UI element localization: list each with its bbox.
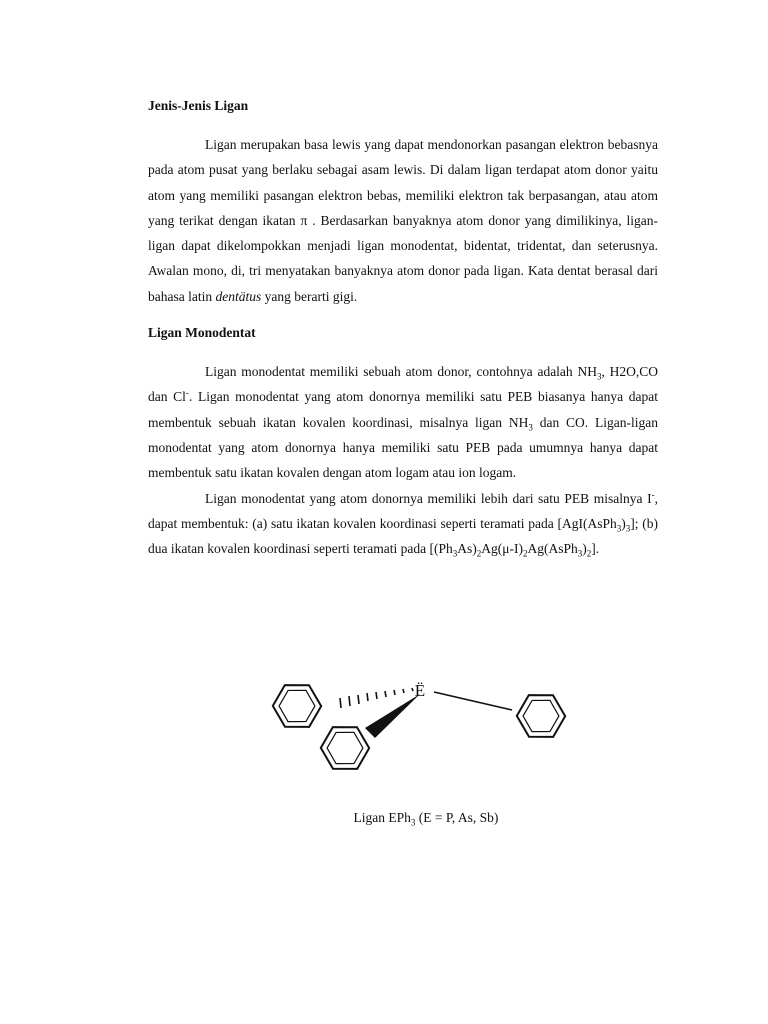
p3-s1: 3 <box>616 523 622 534</box>
p3-t2: , dapat membentuk: (a) satu ikatan kovalen koordinasi seperti teramati pada [AgI(AsPh <box>148 490 658 531</box>
para1-text-a: Ligan merupakan basa lewis yang dapat mendonorkan pasangan elektron bebasnya pada atom pusat yang berlaku sebagai asam lewis. Di dalam ligan terdapat atom donor yaitu atom yang memiliki pasangan elektron bebas, memiliki elektron tak berpasangan, atau atom yang terikat dengan ikatan π . Berdasarkan banyaknya atom donor yang dimilikinya, ligan-ligan dapat dikelompokkan menjadi ligan monodentat, bidentat, tridentat, dan seterusnya. Awalan mono, di, tri menyatakan banyaknya atom donor pada ligan. Kata dentat berasal dari bahasa latin <box>148 137 658 304</box>
figure-caption <box>0 808 768 828</box>
p2-sup1: - <box>185 387 189 398</box>
p3-t1: Ligan monodentat yang atom donornya memiliki lebih dari satu PEB misalnya I <box>205 490 652 506</box>
hashed-bond <box>340 688 413 708</box>
heading-ligan-monodentat: Ligan Monodentat <box>148 325 256 341</box>
p2-s2: 3 <box>528 422 533 433</box>
right-phenyl-ring <box>511 685 571 748</box>
caption-s1: 3 <box>410 817 416 828</box>
p3-s2: 3 <box>625 523 631 534</box>
caption-t2: (E = P, As, Sb) <box>415 810 499 825</box>
para1-text-b: yang berarti gigi. <box>261 288 358 304</box>
left-phenyl-ring <box>267 675 327 738</box>
p3-t6: Ag(μ-I) <box>481 541 524 557</box>
bottom-phenyl-ring <box>315 717 375 780</box>
eph3-structure-figure <box>252 668 584 780</box>
heading-jenis-ligan: Jenis-Jenis Ligan <box>148 98 249 113</box>
p3-t5: As) <box>457 541 477 557</box>
p3-t7: Ag(AsPh <box>527 541 578 557</box>
paragraph-monodentat-1 <box>148 359 658 485</box>
p3-t9: ]. <box>591 541 600 557</box>
paragraph-monodentat-2 <box>148 486 658 562</box>
document-body <box>148 96 658 561</box>
p3-t8: ) <box>582 541 587 557</box>
caption-t1: Ligan EPh <box>353 810 411 825</box>
p3-sup1: - <box>651 489 655 500</box>
p2-t1: Ligan monodentat memiliki sebuah atom donor, contohnya adalah NH <box>205 364 597 380</box>
p3-s4: 2 <box>476 548 482 559</box>
p2-t4: dan CO. Ligan-ligan monodentat yang atom donornya hanya memiliki satu PEB pada umumnya hanya dapat membentuk satu ikatan kovalen dengan atom logam atau ion logam. <box>148 414 658 481</box>
p3-s7: 2 <box>586 548 592 559</box>
single-bond <box>434 692 512 710</box>
para1-italic-term: dentätus <box>215 288 262 304</box>
central-atom-label: Ë <box>414 681 426 700</box>
p2-s1: 3 <box>596 371 602 382</box>
p3-t4: ]; (b) dua ikatan kovalen koordinasi seperti teramati pada [(Ph <box>148 515 658 557</box>
p3-s6: 3 <box>577 548 583 559</box>
p2-t3: . Ligan monodentat yang atom donornya memiliki satu PEB biasanya hanya dapat membentuk sebuah ikatan kovalen koordinasi, misalnya ligan NH <box>148 389 658 430</box>
p2-t2: , H2O,CO dan Cl <box>148 364 658 405</box>
p3-s5: 2 <box>523 548 528 559</box>
p3-t3: ) <box>621 515 626 531</box>
wedge-bond <box>365 694 420 738</box>
paragraph-ligan-definition <box>148 132 658 309</box>
p3-s3: 3 <box>452 548 458 559</box>
